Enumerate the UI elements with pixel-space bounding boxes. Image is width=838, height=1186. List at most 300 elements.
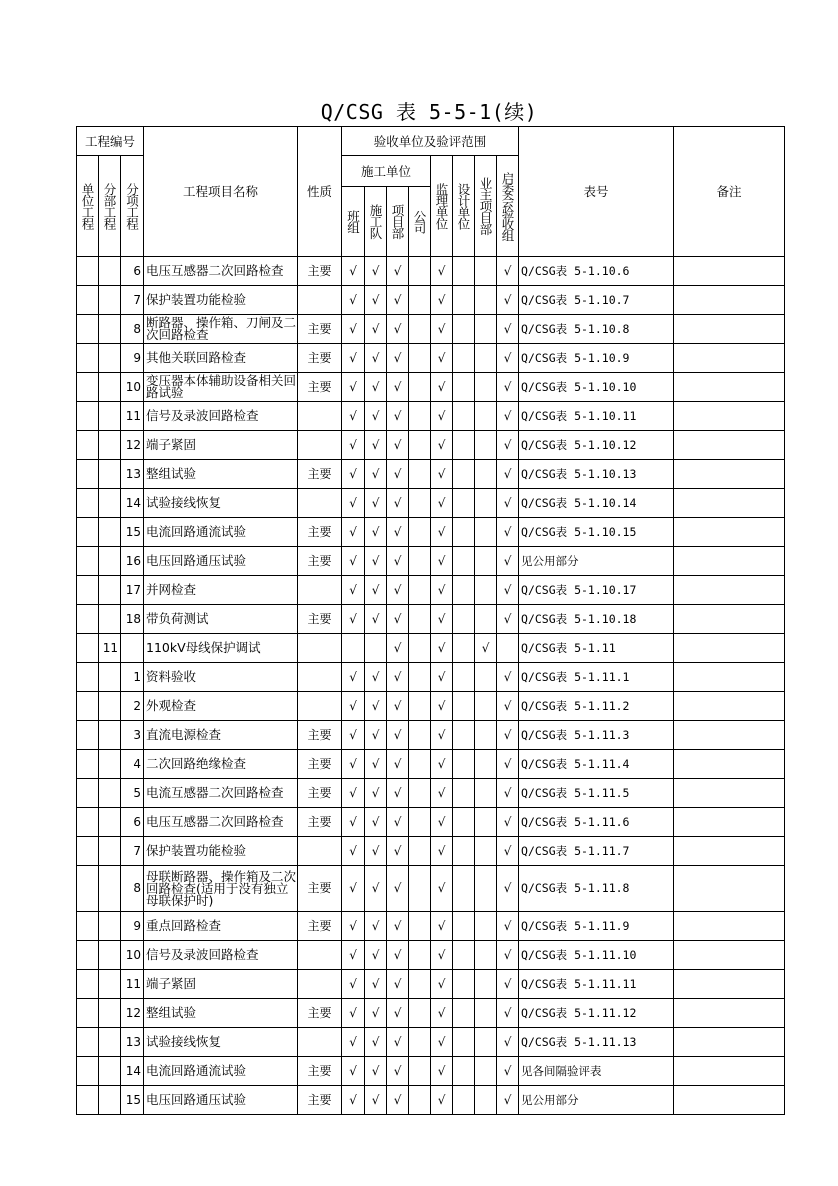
check-mark: √ [431,970,453,999]
empty-check-cell [475,721,497,750]
check-mark: √ [342,721,365,750]
nature-cell [298,402,342,431]
nature-cell: 主要 [298,721,342,750]
nature-cell: 主要 [298,1057,342,1086]
form-no-cell: Q/CSG表 5-1.10.14 [519,489,674,518]
check-mark: √ [365,518,387,547]
division-cell [99,518,121,547]
check-mark: √ [365,489,387,518]
check-mark: √ [497,605,519,634]
check-mark: √ [431,999,453,1028]
empty-check-cell [409,315,431,344]
remarks-cell [674,692,785,721]
check-mark: √ [365,373,387,402]
empty-check-cell [453,866,475,912]
empty-check-cell [409,837,431,866]
nature-cell: 主要 [298,315,342,344]
nature-cell [298,576,342,605]
empty-check-cell [409,1086,431,1115]
check-mark: √ [365,837,387,866]
check-mark: √ [387,402,409,431]
empty-check-cell [453,634,475,663]
unit-cell [77,941,99,970]
check-mark: √ [497,547,519,576]
empty-check-cell [453,547,475,576]
check-mark: √ [431,315,453,344]
empty-check-cell [453,344,475,373]
nature-cell [298,663,342,692]
check-mark: √ [342,315,365,344]
empty-check-cell [475,999,497,1028]
check-mark: √ [497,1086,519,1115]
check-mark: √ [387,912,409,941]
check-mark: √ [497,970,519,999]
item-cell: 2 [121,692,144,721]
empty-check-cell [409,866,431,912]
header-form-no: 表号 [519,127,674,257]
check-mark: √ [387,373,409,402]
empty-check-cell [409,750,431,779]
remarks-cell [674,866,785,912]
empty-check-cell [453,373,475,402]
item-name-cell: 带负荷测试 [144,605,298,634]
unit-cell [77,1057,99,1086]
empty-check-cell [409,912,431,941]
division-cell [99,663,121,692]
item-cell: 1 [121,663,144,692]
unit-cell [77,518,99,547]
unit-cell [77,576,99,605]
remarks-cell [674,941,785,970]
header-supervisor: 监理单位 [434,183,450,229]
remarks-cell [674,808,785,837]
nature-cell: 主要 [298,344,342,373]
empty-check-cell [409,779,431,808]
check-mark: √ [365,605,387,634]
check-mark: √ [387,547,409,576]
form-no-cell: Q/CSG表 5-1.11.13 [519,1028,674,1057]
check-mark: √ [387,779,409,808]
check-mark: √ [431,373,453,402]
check-mark: √ [387,1086,409,1115]
unit-cell [77,286,99,315]
check-mark: √ [387,837,409,866]
table-row [77,315,785,344]
check-mark: √ [365,663,387,692]
form-no-cell: Q/CSG表 5-1.11.5 [519,779,674,808]
check-mark: √ [431,286,453,315]
nature-cell: 主要 [298,808,342,837]
unit-cell [77,1086,99,1115]
nature-cell [298,286,342,315]
empty-check-cell [409,489,431,518]
nature-cell [298,634,342,663]
check-mark: √ [497,576,519,605]
item-name-cell: 试验接线恢复 [144,1028,298,1057]
check-mark: √ [431,808,453,837]
empty-check-cell [475,1057,497,1086]
remarks-cell [674,315,785,344]
check-mark: √ [431,721,453,750]
item-name-cell: 信号及录波回路检查 [144,402,298,431]
empty-check-cell [453,692,475,721]
empty-check-cell [409,547,431,576]
check-mark: √ [387,344,409,373]
empty-check-cell [409,286,431,315]
check-mark: √ [365,750,387,779]
table-row [77,999,785,1028]
check-mark: √ [342,605,365,634]
table-row [77,779,785,808]
remarks-cell [674,1086,785,1115]
form-no-cell: Q/CSG表 5-1.10.17 [519,576,674,605]
form-no-cell: Q/CSG表 5-1.10.8 [519,315,674,344]
empty-check-cell [409,1057,431,1086]
empty-check-cell [475,373,497,402]
division-cell [99,970,121,999]
unit-cell [77,1028,99,1057]
nature-cell: 主要 [298,912,342,941]
check-mark: √ [387,286,409,315]
remarks-cell [674,605,785,634]
empty-check-cell [475,402,497,431]
check-mark: √ [497,373,519,402]
item-name-cell: 资料验收 [144,663,298,692]
remarks-cell [674,402,785,431]
empty-check-cell [475,1086,497,1115]
check-mark: √ [342,663,365,692]
check-mark: √ [365,286,387,315]
division-cell: 11 [99,634,121,663]
item-name-cell: 并网检查 [144,576,298,605]
empty-check-cell [475,460,497,489]
check-mark: √ [365,808,387,837]
table-row [77,970,785,999]
division-cell [99,692,121,721]
check-mark: √ [387,999,409,1028]
item-cell: 8 [121,866,144,912]
empty-check-cell [453,837,475,866]
form-no-cell: Q/CSG表 5-1.10.12 [519,431,674,460]
table-row [77,576,785,605]
nature-cell: 主要 [298,460,342,489]
remarks-cell [674,286,785,315]
unit-cell [77,373,99,402]
check-mark: √ [497,257,519,286]
empty-check-cell [409,605,431,634]
check-mark: √ [342,750,365,779]
unit-cell [77,779,99,808]
check-mark: √ [342,999,365,1028]
check-mark: √ [365,257,387,286]
item-cell: 13 [121,460,144,489]
empty-check-cell [453,1057,475,1086]
remarks-cell [674,779,785,808]
empty-check-cell [475,912,497,941]
empty-check-cell [475,518,497,547]
item-cell: 15 [121,1086,144,1115]
empty-check-cell [475,576,497,605]
empty-check-cell [453,402,475,431]
empty-check-cell [453,315,475,344]
empty-check-cell [475,431,497,460]
nature-cell: 主要 [298,999,342,1028]
header-project-no: 工程编号 [77,127,144,156]
check-mark: √ [342,431,365,460]
check-mark: √ [497,721,519,750]
empty-check-cell [475,970,497,999]
division-cell [99,721,121,750]
empty-check-cell [453,1086,475,1115]
table-row [77,634,785,663]
table-row [77,750,785,779]
division-cell [99,605,121,634]
check-mark: √ [365,1057,387,1086]
empty-check-cell [409,692,431,721]
check-mark: √ [497,837,519,866]
unit-cell [77,837,99,866]
nature-cell: 主要 [298,547,342,576]
division-cell [99,941,121,970]
header-owner: 业主项目部 [478,177,494,235]
check-mark: √ [431,402,453,431]
division-cell [99,779,121,808]
empty-check-cell [409,663,431,692]
check-mark: √ [342,547,365,576]
item-name-cell: 信号及录波回路检查 [144,941,298,970]
empty-check-cell [409,970,431,999]
remarks-cell [674,970,785,999]
table-row [77,547,785,576]
unit-cell [77,257,99,286]
item-cell: 14 [121,489,144,518]
check-mark: √ [497,912,519,941]
empty-check-cell [409,344,431,373]
item-cell: 9 [121,344,144,373]
division-cell [99,286,121,315]
check-mark: √ [387,941,409,970]
empty-check-cell [453,605,475,634]
header-division: 分部工程 [102,183,117,229]
unit-cell [77,750,99,779]
table-row [77,257,785,286]
empty-check-cell [475,692,497,721]
header-team: 班组 [345,210,361,233]
division-cell [99,1057,121,1086]
check-mark: √ [365,721,387,750]
unit-cell [77,912,99,941]
check-mark: √ [387,431,409,460]
empty-check-cell [409,721,431,750]
division-cell [99,866,121,912]
form-no-cell: Q/CSG表 5-1.10.7 [519,286,674,315]
unit-cell [77,344,99,373]
empty-check-cell [453,518,475,547]
item-name-cell: 保护装置功能检验 [144,286,298,315]
check-mark: √ [387,750,409,779]
item-name-cell: 母联断路器、操作箱及二次回路检查(适用于没有独立母联保护时) [144,866,298,912]
check-mark: √ [497,286,519,315]
check-mark: √ [365,547,387,576]
check-mark: √ [365,1086,387,1115]
check-mark: √ [431,518,453,547]
item-cell: 7 [121,837,144,866]
form-no-cell: Q/CSG表 5-1.11 [519,634,674,663]
check-mark: √ [342,1028,365,1057]
table-row [77,692,785,721]
empty-check-cell [409,257,431,286]
form-no-cell: Q/CSG表 5-1.11.10 [519,941,674,970]
check-mark: √ [497,344,519,373]
item-cell: 9 [121,912,144,941]
item-cell: 10 [121,941,144,970]
item-name-cell: 保护装置功能检验 [144,837,298,866]
empty-check-cell [409,576,431,605]
check-mark: √ [365,941,387,970]
table-row [77,663,785,692]
check-mark: √ [497,431,519,460]
division-cell [99,912,121,941]
unit-cell [77,999,99,1028]
check-mark: √ [342,489,365,518]
nature-cell [298,941,342,970]
header-unit: 单位工程 [80,183,95,229]
check-mark: √ [365,576,387,605]
check-mark: √ [497,663,519,692]
check-mark: √ [365,999,387,1028]
check-mark: √ [431,663,453,692]
empty-check-cell [475,837,497,866]
item-cell: 12 [121,999,144,1028]
empty-check-cell [453,431,475,460]
item-cell: 15 [121,518,144,547]
unit-cell [77,547,99,576]
page-title: Q/CSG 表 5-5-1(续) [320,100,538,124]
empty-check-cell [409,999,431,1028]
empty-check-cell [475,286,497,315]
check-mark: √ [387,663,409,692]
check-mark: √ [497,460,519,489]
table-row [77,460,785,489]
unit-cell [77,692,99,721]
form-no-cell: 见公用部分 [519,1086,674,1115]
form-no-cell: Q/CSG表 5-1.11.11 [519,970,674,999]
check-mark: √ [342,912,365,941]
check-mark: √ [431,634,453,663]
table-row [77,1086,785,1115]
empty-check-cell [475,315,497,344]
form-no-cell: Q/CSG表 5-1.10.13 [519,460,674,489]
form-no-cell: Q/CSG表 5-1.11.9 [519,912,674,941]
check-mark: √ [497,750,519,779]
check-mark: √ [387,866,409,912]
remarks-cell [674,663,785,692]
item-name-cell: 电压互感器二次回路检查 [144,257,298,286]
empty-check-cell [453,808,475,837]
header-company: 公司 [412,210,428,233]
empty-check-cell [475,808,497,837]
check-mark: √ [387,1028,409,1057]
item-cell: 6 [121,808,144,837]
item-name-cell: 端子紧固 [144,431,298,460]
nature-cell [298,970,342,999]
empty-check-cell [453,941,475,970]
remarks-cell [674,489,785,518]
unit-cell [77,431,99,460]
item-name-cell: 重点回路检查 [144,912,298,941]
check-mark: √ [387,808,409,837]
division-cell [99,402,121,431]
form-no-cell: Q/CSG表 5-1.11.1 [519,663,674,692]
check-mark: √ [497,518,519,547]
division-cell [99,315,121,344]
empty-check-cell [453,999,475,1028]
empty-check-cell [497,634,519,663]
check-mark: √ [497,808,519,837]
empty-check-cell [475,866,497,912]
empty-check-cell [453,257,475,286]
table-row [77,808,785,837]
check-mark: √ [431,1057,453,1086]
check-mark: √ [387,721,409,750]
empty-check-cell [475,1028,497,1057]
header-committee: 启委会验收组 [500,171,516,241]
check-mark: √ [342,779,365,808]
empty-check-cell [453,970,475,999]
division-cell [99,257,121,286]
check-mark: √ [431,912,453,941]
nature-cell: 主要 [298,605,342,634]
empty-check-cell [475,257,497,286]
nature-cell [298,489,342,518]
form-no-cell: Q/CSG表 5-1.11.8 [519,866,674,912]
header-scope: 验收单位及验评范围 [342,127,519,156]
table-row [77,286,785,315]
check-mark: √ [387,634,409,663]
empty-check-cell [475,489,497,518]
check-mark: √ [387,460,409,489]
check-mark: √ [342,344,365,373]
unit-cell [77,315,99,344]
check-mark: √ [342,941,365,970]
check-mark: √ [342,518,365,547]
item-cell: 3 [121,721,144,750]
check-mark: √ [387,257,409,286]
check-mark: √ [431,576,453,605]
empty-check-cell [475,750,497,779]
nature-cell: 主要 [298,1086,342,1115]
check-mark: √ [431,837,453,866]
check-mark: √ [431,489,453,518]
item-cell: 16 [121,547,144,576]
item-cell: 10 [121,373,144,402]
check-mark: √ [431,431,453,460]
table-row [77,344,785,373]
empty-check-cell [409,460,431,489]
item-cell: 11 [121,970,144,999]
empty-check-cell [453,663,475,692]
check-mark: √ [431,941,453,970]
unit-cell [77,721,99,750]
division-cell [99,1086,121,1115]
unit-cell [77,605,99,634]
remarks-cell [674,576,785,605]
item-cell: 6 [121,257,144,286]
item-cell: 5 [121,779,144,808]
check-mark: √ [497,999,519,1028]
nature-cell: 主要 [298,373,342,402]
check-mark: √ [365,344,387,373]
